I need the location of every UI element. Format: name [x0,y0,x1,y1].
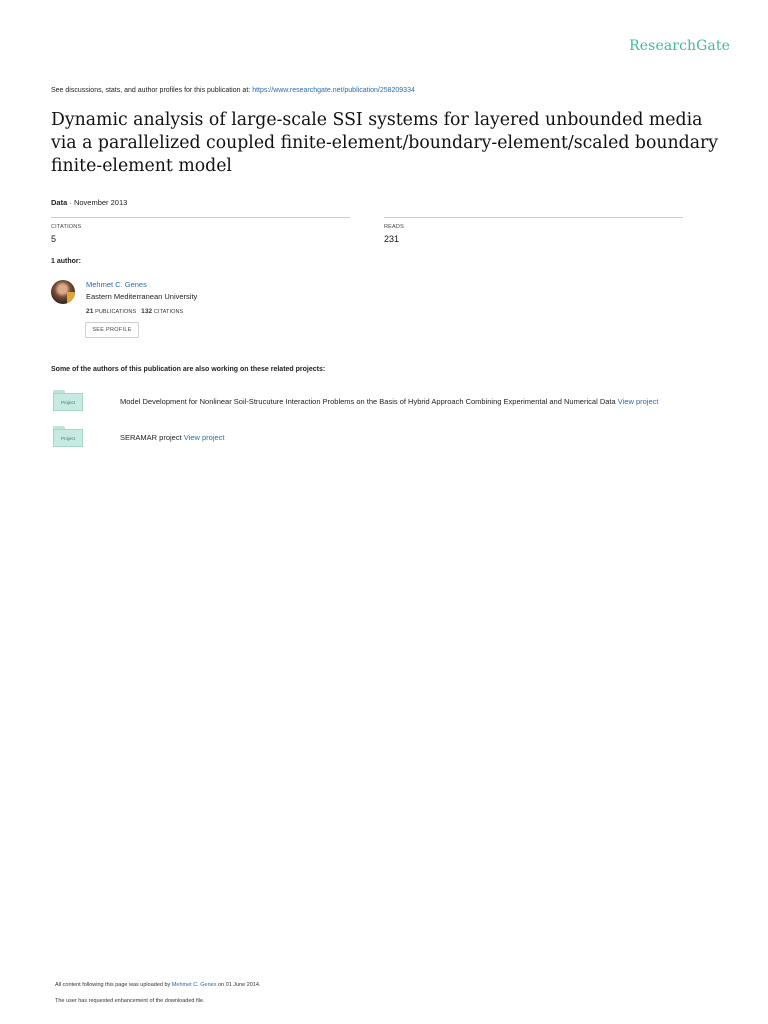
avatar-badge [67,292,75,304]
author-publications-label: PUBLICATIONS [95,309,137,315]
project-name: SERAMAR project [120,433,182,442]
publication-meta [51,198,127,207]
author-citations-label: CITATIONS [153,309,184,315]
reads-divider [384,217,683,218]
project-item [120,433,225,442]
upload-prefix: All content following this page was uploaded by [55,982,171,988]
reads-count: 231 [384,234,400,244]
related-projects-heading: Some of the authors of this publication are also working on these related projects: [51,366,326,373]
discussion-text: See discussions, stats, and author profiles for this publication at: [51,87,251,94]
upload-suffix: on 01 June 2014. [217,982,261,988]
citations-label: CITATIONS [51,224,82,230]
project-folder-icon[interactable] [53,426,83,447]
publication-type: Data [51,198,68,207]
author-citations-count: 132 [141,308,153,315]
publication-date: · November 2013 [69,198,128,207]
project-icon-label: Project [53,393,83,411]
project-icon-label: Project [53,429,83,447]
project-name: Model Development for Nonlinear Soil-Strucuture Interaction Problems on the Basis of Hybrid Approach Combining Experimental and Numerical Data [120,397,616,406]
project-item [120,397,658,406]
uploader-link[interactable]: Mehmet C. Genes [171,982,217,988]
author-name-link[interactable]: Mehmet C. Genes [86,280,147,289]
enhancement-note: The user has requested enhancement of the downloaded file. [55,998,205,1004]
upload-note [55,982,261,988]
authors-heading: 1 author: [51,258,81,265]
discussion-line [51,87,415,94]
view-project-link[interactable]: View project [183,433,225,442]
publication-url-link[interactable]: https://www.researchgate.net/publication/258209334 [252,87,415,94]
citations-count: 5 [51,234,57,244]
project-folder-icon[interactable] [53,390,83,411]
researchgate-logo[interactable]: ResearchGate [629,38,730,54]
view-project-link[interactable]: View project [617,397,659,406]
author-affiliation: Eastern Mediterranean University [86,292,198,301]
publication-title: Dynamic analysis of large-scale SSI systems for layered unbounded media via a parallelized coupled finite-element/boundary-element/scaled boundary finite-element model [51,110,719,176]
citations-divider [51,217,350,218]
reads-label: READS [384,224,404,230]
author-publications-count: 21 [86,308,94,315]
author-stats [86,308,183,315]
see-profile-button[interactable]: SEE PROFILE [85,322,139,338]
author-avatar[interactable] [51,280,75,304]
